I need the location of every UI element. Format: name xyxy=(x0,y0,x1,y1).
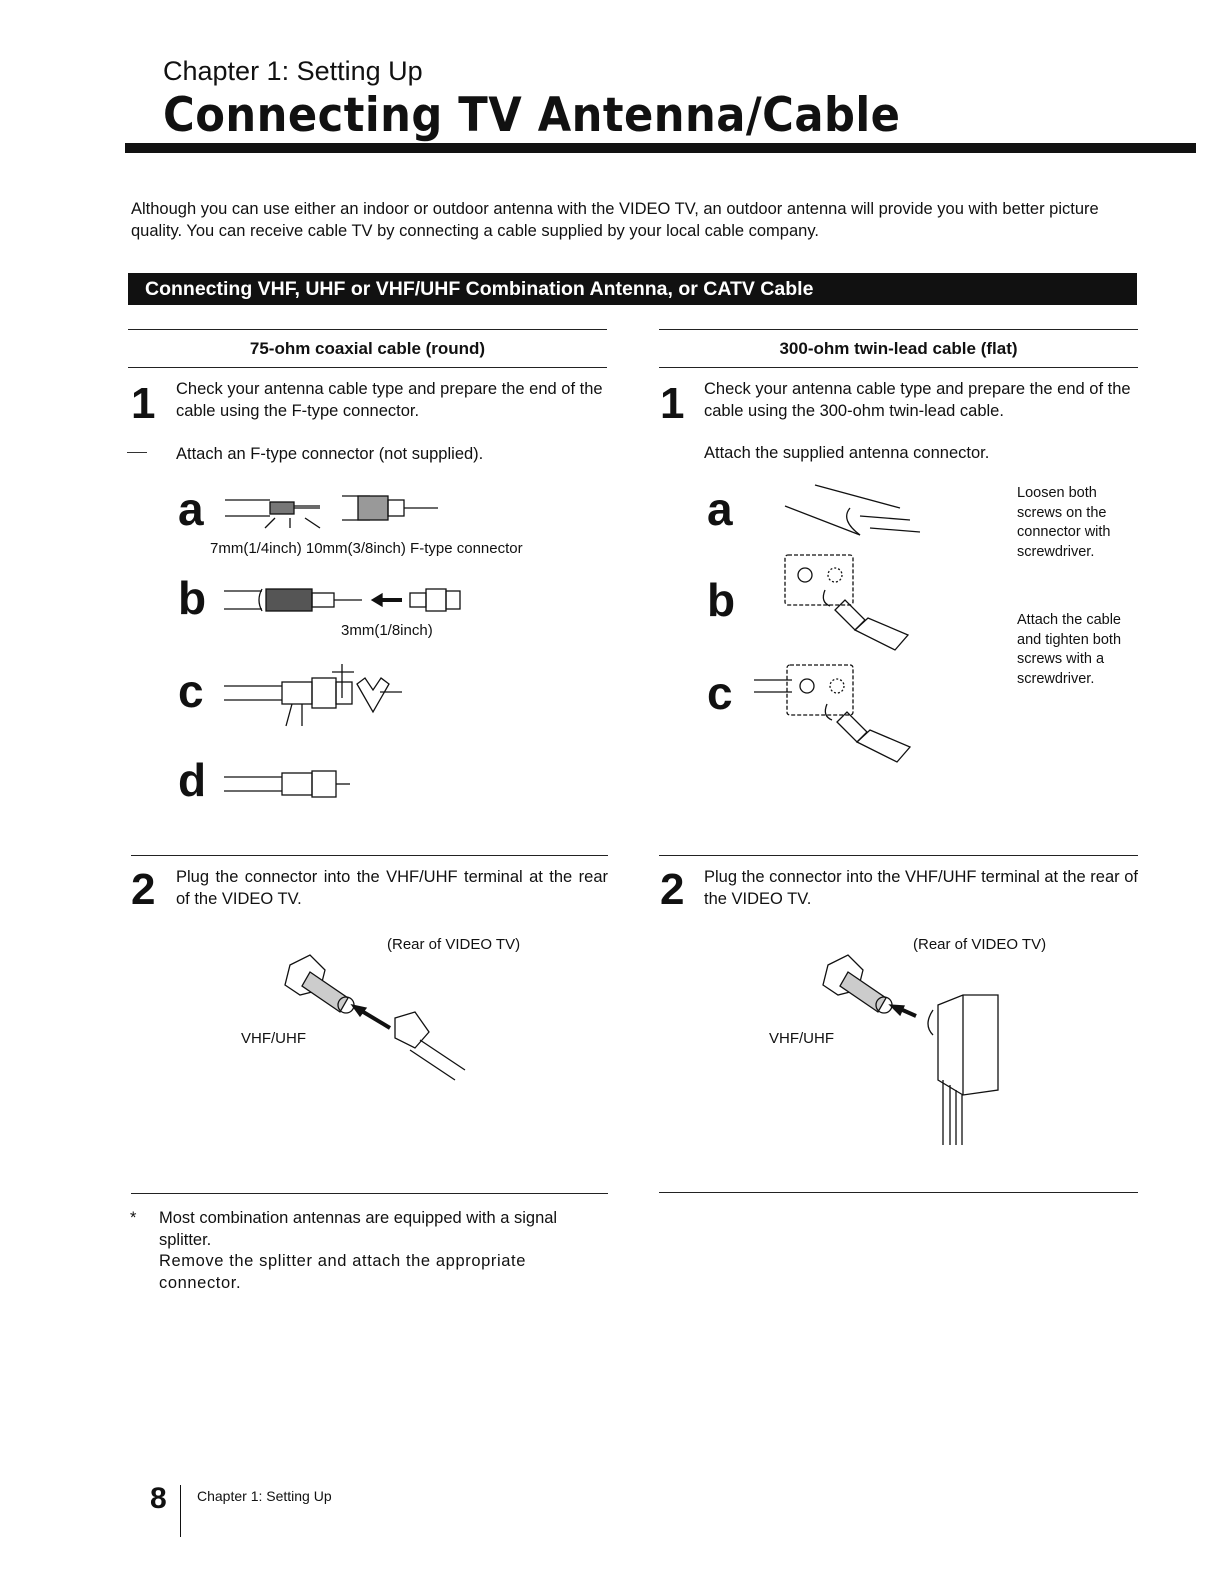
coax-final-illustration xyxy=(222,765,362,805)
loosen-screws-illustration xyxy=(780,550,920,650)
coax-strip-illustration xyxy=(220,488,450,528)
twin-lead-illustration xyxy=(780,480,930,540)
left-letter-b: b xyxy=(178,572,207,624)
left-heading-rule-top xyxy=(128,329,607,330)
left-note-mark: * xyxy=(130,1209,137,1227)
right-attach-text: Attach the supplied antenna connector. xyxy=(704,444,990,462)
right-letter-b: b xyxy=(707,574,736,626)
left-caption-b: 3mm(1/8inch) xyxy=(341,622,433,639)
footer-divider xyxy=(180,1485,181,1537)
left-step1-text: Check your antenna cable type and prepare the end of the cable using the F-type connector. xyxy=(176,380,603,420)
right-note-loosen: Loosen both screws on the connector with screwdriver. xyxy=(1017,485,1111,560)
right-rear-label: (Rear of VIDEO TV) xyxy=(913,936,1047,953)
left-caption-a: 7mm(1/4inch) 10mm(3/8inch) F-type connector xyxy=(210,540,523,557)
coax-tighten-illustration xyxy=(222,660,412,730)
section-bar xyxy=(128,273,1137,305)
left-step1-number: 1 xyxy=(131,379,156,428)
right-note-attach: Attach the cable and tighten both screws with a screwdriver. xyxy=(1017,612,1122,687)
left-step2-rule xyxy=(131,855,608,856)
left-terminal-label: VHF/UHF xyxy=(241,1030,306,1047)
right-step1-number: 1 xyxy=(660,379,685,428)
page-number: 8 xyxy=(150,1482,167,1515)
left-rear-label: (Rear of VIDEO TV) xyxy=(387,936,521,953)
right-letter-a: a xyxy=(707,483,733,535)
right-terminal-label: VHF/UHF xyxy=(769,1030,834,1047)
right-heading-rule-bottom xyxy=(659,367,1138,368)
right-bottom-rule xyxy=(659,1192,1138,1193)
left-heading-rule-bottom xyxy=(128,367,607,368)
intro-paragraph: Although you can use either an indoor or outdoor antenna with the VIDEO TV, an outdoor antenna will provide you with better picture quality. You can receive cable TV by connecting a cable supplied by your local cable company. xyxy=(131,200,1099,240)
left-note-rule xyxy=(131,1193,608,1194)
right-step2-text: Plug the connector into the VHF/UHF terminal at the rear of the VIDEO TV. xyxy=(704,868,1138,908)
page-title: Connecting TV Antenna/Cable xyxy=(163,88,901,143)
left-letter-a: a xyxy=(178,483,204,535)
left-attach-text: Attach an F-type connector (not supplied). xyxy=(176,445,484,463)
left-step2-text: Plug the connector into the VHF/UHF terminal at the rear of the VIDEO TV. xyxy=(176,868,608,908)
right-step1-text: Check your antenna cable type and prepare the end of the cable using the 300-ohm twin-lead cable. xyxy=(704,380,1131,420)
title-rule xyxy=(125,143,1196,153)
left-letter-c: c xyxy=(178,665,204,717)
left-letter-d: d xyxy=(178,754,207,806)
right-step2-rule xyxy=(659,855,1138,856)
left-terminal-plug-illustration xyxy=(280,950,480,1080)
coax-crimp-illustration xyxy=(222,583,472,617)
footer-chapter-label: Chapter 1: Setting Up xyxy=(197,1488,332,1504)
section-bar-label: Connecting VHF, UHF or VHF/UHF Combination Antenna, or CATV Cable xyxy=(145,278,814,300)
tighten-screws-illustration xyxy=(752,662,922,762)
right-heading-rule-top xyxy=(659,329,1138,330)
right-letter-c: c xyxy=(707,667,733,719)
left-note-line1: Most combination antennas are equipped with a signal splitter. xyxy=(159,1209,558,1249)
dash-mark xyxy=(127,452,147,453)
right-terminal-plug-illustration xyxy=(818,950,1018,1150)
right-column-heading: 300-ohm twin-lead cable (flat) xyxy=(779,339,1018,358)
right-step2-number: 2 xyxy=(660,865,685,914)
left-note-line2: Remove the splitter and attach the appropriate connector. xyxy=(159,1252,526,1292)
left-step2-number: 2 xyxy=(131,865,156,914)
chapter-label: Chapter 1: Setting Up xyxy=(163,56,423,86)
left-column-heading: 75-ohm coaxial cable (round) xyxy=(249,339,486,358)
